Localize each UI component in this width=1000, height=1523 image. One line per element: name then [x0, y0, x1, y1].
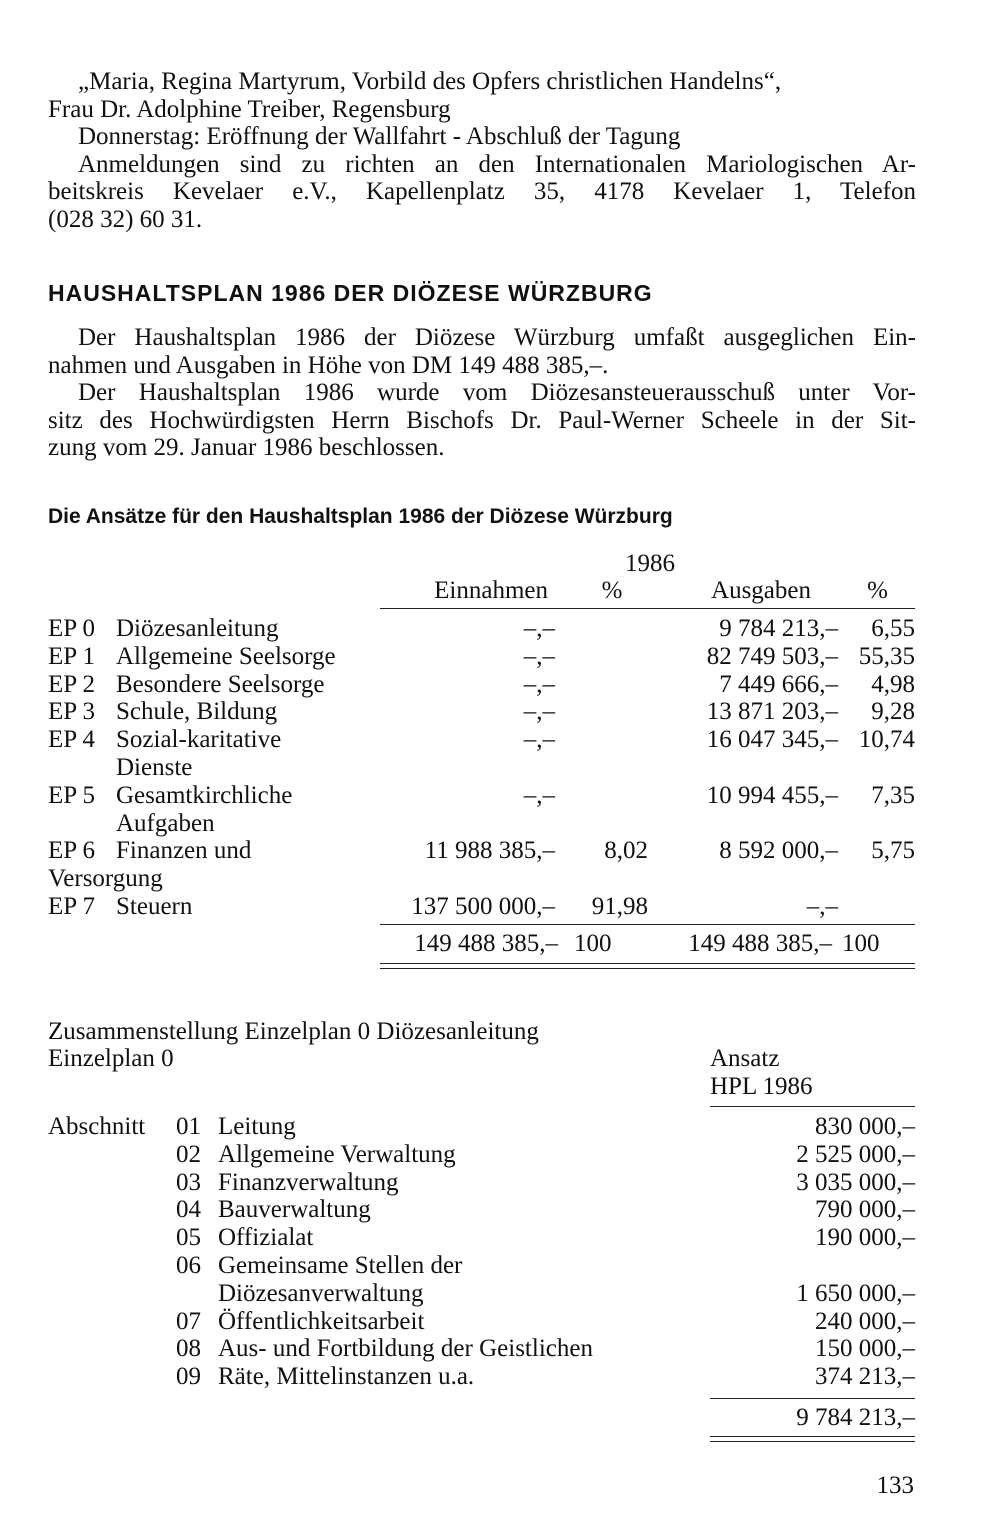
- section-number: 05: [176, 1224, 201, 1252]
- intro-paragraph: [48, 68, 916, 233]
- income-pct-header: %: [601, 577, 623, 604]
- row-code: EP 4: [48, 726, 95, 754]
- section-title: HAUSHALTSPLAN 1986 DER DIÖZESE WÜRZBURG: [48, 280, 653, 306]
- section-amount: 150 000,–: [815, 1335, 915, 1363]
- section-amount: 830 000,–: [815, 1113, 915, 1140]
- section-label-text: Allgemeine Verwaltung: [218, 1140, 456, 1168]
- summary-double-rule-top: [710, 1436, 915, 1437]
- row-expense-pct: 55,35: [858, 642, 915, 670]
- year-header: 1986: [625, 550, 675, 577]
- row-expense-pct: 10,74: [858, 726, 915, 754]
- row-expense: –,–: [806, 893, 838, 920]
- paragraph-line: Der Haushaltsplan 1986 wurde vom Diözesansteuerausschuß unter Vor-: [78, 379, 916, 406]
- row-expense-pct: 4,98: [871, 670, 915, 698]
- row-expense-pct: 7,35: [871, 781, 915, 809]
- header-rule: [380, 608, 915, 609]
- section-number: 02: [176, 1140, 201, 1168]
- row-expense: 82 749 503,–: [706, 642, 838, 670]
- section-label-text: Bauverwaltung: [218, 1196, 371, 1224]
- row-label: Finanzen und: [116, 837, 252, 865]
- intro-line: „Maria, Regina Martyrum, Vorbild des Opfers christlichen Handelns“,: [78, 68, 782, 95]
- section-label-text: Leitung: [218, 1113, 296, 1140]
- row-income: –,–: [523, 781, 555, 809]
- section-label: Abschnitt: [48, 1113, 146, 1140]
- row-expense: 9 784 213,–: [719, 615, 838, 642]
- total-rule: [380, 924, 915, 925]
- row-label: Sozial-karitative: [116, 726, 282, 754]
- income-header: Einnahmen: [434, 577, 548, 604]
- total-expense: 149 488 385,–: [688, 930, 832, 957]
- total-expense-pct: 100: [842, 930, 880, 957]
- row-income: –,–: [523, 670, 555, 698]
- paragraph-line: nahmen und Ausgaben in Höhe von DM 149 488 385,–.: [48, 351, 609, 379]
- section-number: 08: [176, 1335, 201, 1363]
- summary-total: 9 784 213,–: [796, 1404, 915, 1431]
- summary-double-rule-bottom: [710, 1441, 915, 1442]
- section-amount: 1 650 000,–: [796, 1279, 915, 1307]
- page-number: 133: [876, 1472, 914, 1499]
- row-code: EP 7: [48, 893, 95, 920]
- summary-total-rule: [710, 1398, 915, 1399]
- section-amount: 2 525 000,–: [796, 1140, 915, 1168]
- row-code: EP 2: [48, 670, 95, 698]
- intro-line: Anmeldungen sind zu richten an den Internationalen Mariologischen Ar-: [78, 150, 916, 178]
- row-label: Allgemeine Seelsorge: [116, 642, 336, 670]
- paragraph-line: sitz des Hochwürdigsten Herrn Bischofs Dr. Paul-Werner Scheele in der Sit-: [48, 406, 916, 434]
- row-label: Diözesanleitung: [116, 615, 279, 642]
- section-amount: 3 035 000,–: [796, 1168, 915, 1196]
- section-amount: 790 000,–: [815, 1196, 915, 1224]
- row-expense: 7 449 666,–: [719, 670, 838, 698]
- section-amount: 240 000,–: [815, 1307, 915, 1335]
- section-label-text: Räte, Mittelinstanzen u.a.: [218, 1363, 475, 1391]
- row-income: –,–: [523, 642, 555, 670]
- section-amount: 374 213,–: [815, 1363, 915, 1391]
- section-number: 04: [176, 1196, 201, 1224]
- paragraph-line: Der Haushaltsplan 1986 der Diözese Würzburg umfaßt ausgeglichen Ein-: [78, 324, 916, 351]
- summary-title: Zusammenstellung Einzelplan 0 Diözesanleitung: [48, 1018, 539, 1045]
- expense-pct-header: %: [867, 577, 888, 604]
- section-number: 07: [176, 1307, 201, 1335]
- summary-header-rule: [710, 1106, 915, 1107]
- row-income: –,–: [523, 615, 555, 642]
- row-income-pct: 8,02: [604, 837, 648, 865]
- row-income: 137 500 000,–: [411, 893, 555, 920]
- row-expense: 16 047 345,–: [706, 726, 838, 754]
- double-rule-bottom: [380, 968, 915, 969]
- row-label: Versorgung: [48, 865, 163, 893]
- section-label-text: Finanzverwaltung: [218, 1168, 399, 1196]
- double-rule-top: [380, 963, 915, 964]
- row-expense: 8 592 000,–: [719, 837, 838, 865]
- total-income-pct: 100: [574, 930, 612, 957]
- row-label: Dienste: [116, 754, 193, 781]
- expense-header: Ausgaben: [711, 577, 811, 604]
- summary-subtitle: Einzelplan 0: [48, 1045, 174, 1072]
- row-code: EP 0: [48, 615, 95, 642]
- row-code: EP 5: [48, 781, 95, 809]
- budget-table-title: Die Ansätze für den Haushaltsplan 1986 der Diözese Würzburg: [48, 505, 673, 528]
- section-paragraph: [48, 324, 916, 462]
- row-income-pct: 91,98: [591, 893, 648, 920]
- row-expense: 10 994 455,–: [706, 781, 838, 809]
- row-label: Besondere Seelsorge: [116, 670, 325, 698]
- intro-line: (028 32) 60 31.: [48, 205, 203, 233]
- row-expense: 13 871 203,–: [706, 698, 838, 726]
- section-label-text: Gemeinsame Stellen der: [218, 1252, 463, 1279]
- section-label-text: Offizialat: [218, 1224, 314, 1252]
- intro-line: beitskreis Kevelaer e.V., Kapellenplatz 35, 4178 Kevelaer 1, Telefon: [48, 178, 916, 205]
- row-label: Gesamtkirchliche: [116, 781, 293, 809]
- intro-line: Donnerstag: Eröffnung der Wallfahrt - Abschluß der Tagung: [78, 123, 681, 150]
- section-amount: 190 000,–: [815, 1224, 915, 1252]
- section-number: 09: [176, 1363, 201, 1391]
- row-income: –,–: [523, 698, 555, 726]
- summary-col-header-line1: Ansatz: [710, 1045, 780, 1072]
- total-income: 149 488 385,–: [414, 930, 558, 957]
- section-label-text: Diözesanverwaltung: [218, 1279, 424, 1307]
- row-expense-pct: 9,28: [871, 698, 915, 726]
- section-number: 03: [176, 1168, 201, 1196]
- row-income: –,–: [523, 726, 555, 754]
- row-expense-pct: 5,75: [871, 837, 915, 865]
- row-label: Aufgaben: [116, 809, 215, 837]
- row-income: 11 988 385,–: [424, 837, 555, 865]
- intro-line: Frau Dr. Adolphine Treiber, Regensburg: [48, 95, 451, 123]
- row-label: Steuern: [116, 893, 193, 920]
- paragraph-line: zung vom 29. Januar 1986 beschlossen.: [48, 434, 445, 461]
- row-code: EP 3: [48, 698, 95, 726]
- row-label: Schule, Bildung: [116, 698, 278, 726]
- section-number: 01: [176, 1113, 201, 1140]
- section-label-text: Öffentlichkeitsarbeit: [218, 1307, 425, 1335]
- summary-col-header-line2: HPL 1986: [710, 1073, 813, 1100]
- row-code: EP 6: [48, 837, 95, 865]
- section-label-text: Aus- und Fortbildung der Geistlichen: [218, 1335, 593, 1363]
- row-expense-pct: 6,55: [871, 615, 915, 642]
- section-number: 06: [176, 1252, 201, 1279]
- row-code: EP 1: [48, 642, 95, 670]
